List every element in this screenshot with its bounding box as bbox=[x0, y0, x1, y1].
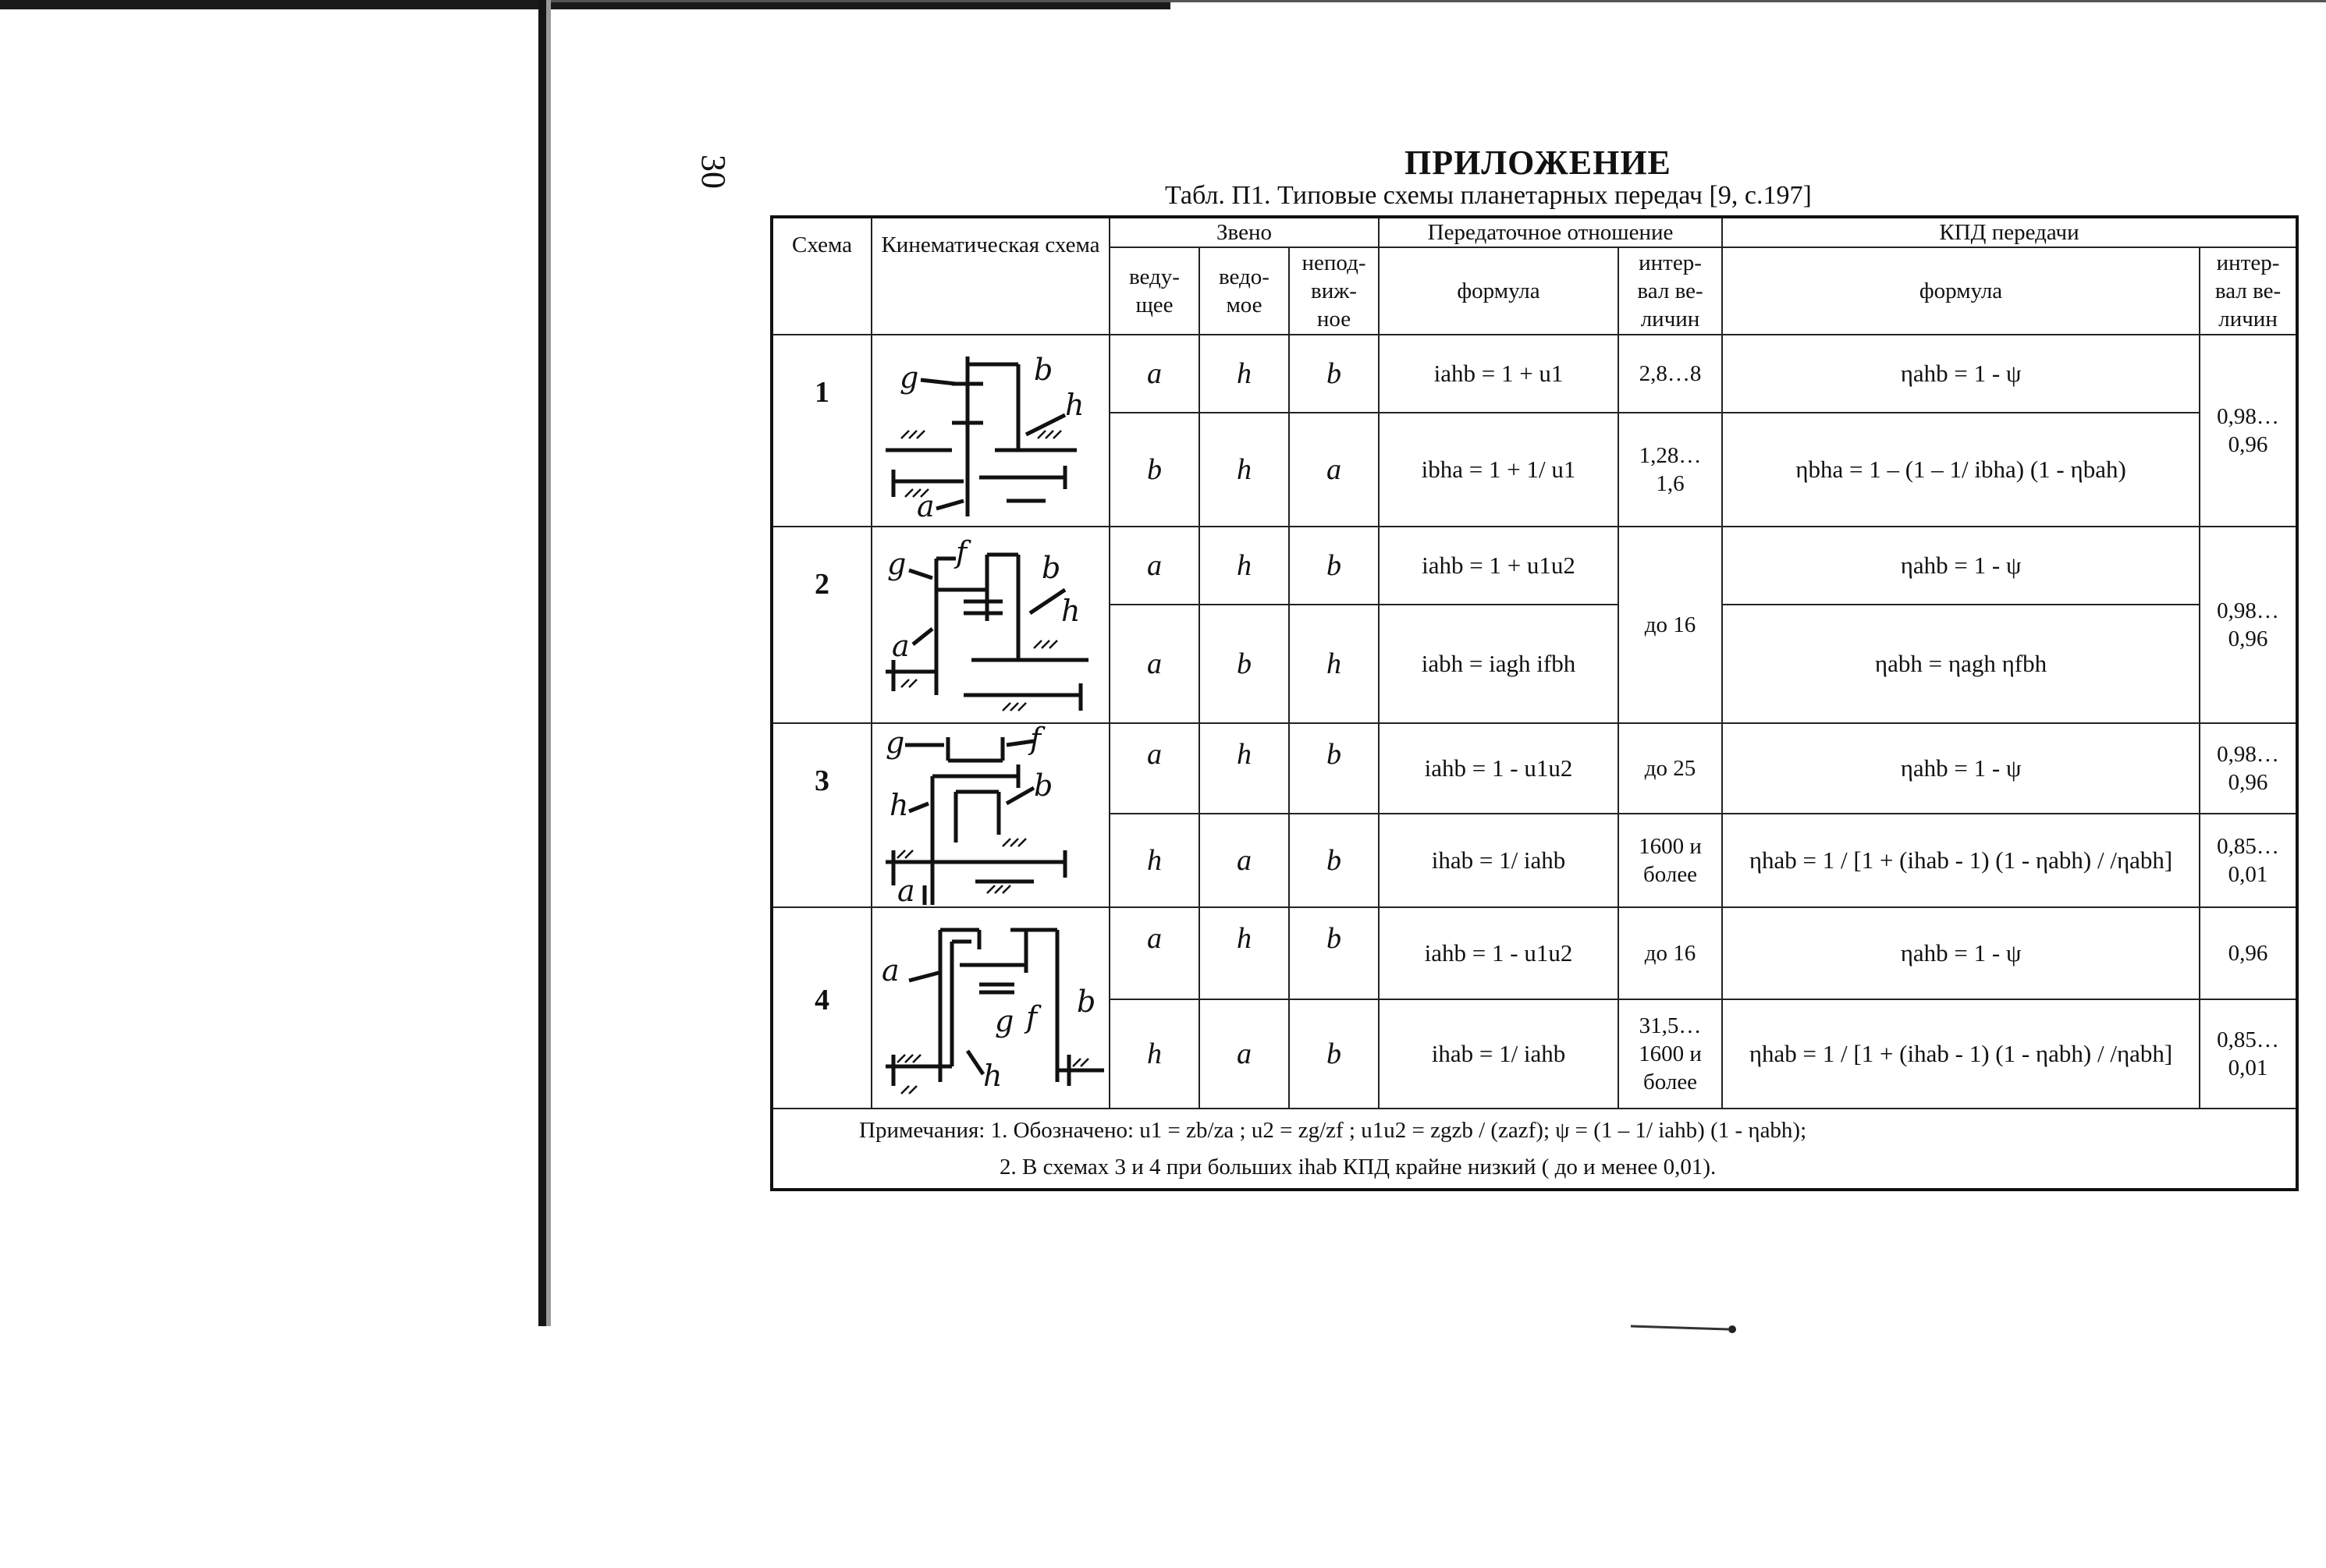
cell-driven: h bbox=[1199, 335, 1289, 413]
header-driven: ведо-мое bbox=[1199, 247, 1289, 335]
cell-fixed: h bbox=[1289, 605, 1379, 723]
kinematic-diagram-3-svg bbox=[878, 725, 1104, 905]
ratio-formula: ihab = 1/ iahb bbox=[1379, 999, 1618, 1109]
ratio-formula: ihab = 1/ iahb bbox=[1379, 814, 1618, 907]
eff-formula: ηbha = 1 – (1 – 1/ ibha) (1 - ηbah) bbox=[1722, 413, 2200, 527]
ratio-formula: iahb = 1 - u1u2 bbox=[1379, 907, 1618, 999]
ratio-formula: ibha = 1 + 1/ u1 bbox=[1379, 413, 1618, 527]
cell-driving: a bbox=[1110, 527, 1199, 605]
kin2-label-f: f bbox=[955, 535, 967, 570]
kin1-label-b: b bbox=[1033, 353, 1053, 388]
cell-driven: h bbox=[1199, 527, 1289, 605]
kinematic-diagram-3 bbox=[872, 723, 1110, 907]
cell-driven: a bbox=[1199, 814, 1289, 907]
kin1-label-a: a bbox=[916, 489, 935, 521]
book-spine bbox=[538, 0, 546, 1326]
cell-fixed: b bbox=[1289, 907, 1379, 999]
eff-formula: ηahb = 1 - ψ bbox=[1722, 335, 2200, 413]
kin2-label-h: h bbox=[1060, 594, 1080, 629]
kin3-label-h: h bbox=[889, 788, 908, 823]
header-eff: КПД передачи bbox=[1722, 217, 2297, 247]
scheme-number: 1 bbox=[772, 335, 872, 527]
scheme-number: 2 bbox=[772, 527, 872, 723]
cell-fixed: b bbox=[1289, 999, 1379, 1109]
ratio-interval: 31,5… 1600 и более bbox=[1618, 999, 1722, 1109]
kin2-label-a: a bbox=[891, 629, 910, 664]
kinematic-diagram-4 bbox=[872, 907, 1110, 1109]
eff-formula: ηahb = 1 - ψ bbox=[1722, 723, 2200, 814]
cell-driving: h bbox=[1110, 999, 1199, 1109]
ratio-interval: 1600 и более bbox=[1618, 814, 1722, 907]
eff-formula: ηhab = 1 / [1 + (ihab - 1) (1 - ηabh) / /ηabh] bbox=[1722, 814, 2200, 907]
ratio-interval: 1,28… 1,6 bbox=[1618, 413, 1722, 527]
kin2-label-b: b bbox=[1041, 551, 1060, 586]
eff-interval: 0,98… 0,96 bbox=[2200, 335, 2297, 527]
kinematic-diagram-2 bbox=[872, 527, 1110, 723]
cell-driving: a bbox=[1110, 907, 1199, 999]
cell-fixed: b bbox=[1289, 335, 1379, 413]
eff-interval: 0,85… 0,01 bbox=[2200, 814, 2297, 907]
kin3-label-b: b bbox=[1033, 768, 1053, 804]
eff-formula: ηabh = ηagh ηfbh bbox=[1722, 605, 2200, 723]
kin1-label-g: g bbox=[899, 360, 918, 396]
cell-driving: a bbox=[1110, 335, 1199, 413]
eff-interval: 0,98… 0,96 bbox=[2200, 527, 2297, 723]
cell-driving: h bbox=[1110, 814, 1199, 907]
cell-driving: a bbox=[1110, 723, 1199, 814]
ratio-formula: iahb = 1 + u1u2 bbox=[1379, 527, 1618, 605]
kin3-label-g: g bbox=[885, 725, 904, 761]
kin4-label-a: a bbox=[881, 953, 900, 988]
eff-formula: ηahb = 1 - ψ bbox=[1722, 527, 2200, 605]
table-caption: Табл. П1. Типовые схемы планетарных передач [9, с.197] bbox=[1165, 181, 1812, 210]
header-eff-formula: формула bbox=[1722, 247, 2200, 335]
kin4-label-b: b bbox=[1076, 984, 1096, 1020]
cell-driving: a bbox=[1110, 605, 1199, 723]
cell-fixed: b bbox=[1289, 527, 1379, 605]
table-notes bbox=[772, 1109, 2297, 1190]
header-driving: веду-щее bbox=[1110, 247, 1199, 335]
book-spine-shadow bbox=[546, 0, 551, 1326]
page-number: 30 bbox=[694, 154, 733, 189]
cell-driving: b bbox=[1110, 413, 1199, 527]
header-link: Звено bbox=[1110, 217, 1379, 247]
kin2-label-g: g bbox=[886, 547, 906, 582]
ratio-interval: 2,8…8 bbox=[1618, 335, 1722, 413]
kin4-label-h: h bbox=[982, 1059, 1002, 1094]
cell-driven: a bbox=[1199, 999, 1289, 1109]
cell-driven: h bbox=[1199, 907, 1289, 999]
page-heading: ПРИЛОЖЕНИЕ bbox=[1404, 144, 1671, 182]
pencil-mark bbox=[1627, 1318, 1744, 1337]
planetary-gears-table bbox=[770, 215, 2299, 1191]
kin3-label-a: a bbox=[897, 874, 915, 906]
header-eff-interval: интер-вал ве-личин bbox=[2200, 247, 2297, 335]
kin4-label-g: g bbox=[994, 1004, 1014, 1039]
ratio-formula: iahb = 1 + u1 bbox=[1379, 335, 1618, 413]
header-ratio-interval: интер-вал ве-личин bbox=[1618, 247, 1722, 335]
cell-fixed: b bbox=[1289, 723, 1379, 814]
ratio-interval: до 25 bbox=[1618, 723, 1722, 814]
note-line-1: Примечания: 1. Обозначено: u1 = zb/za ; u2 = zg/zf ; u1u2 = zgzb / (zazf); ψ = (1 – 1/ iahb) (1 - ηabh); bbox=[859, 1118, 1807, 1144]
ratio-formula: iahb = 1 - u1u2 bbox=[1379, 723, 1618, 814]
cell-fixed: b bbox=[1289, 814, 1379, 907]
kinematic-diagram-2-svg bbox=[878, 535, 1104, 715]
eff-interval: 0,96 bbox=[2200, 907, 2297, 999]
eff-formula: ηhab = 1 / [1 + (ihab - 1) (1 - ηabh) / /ηabh] bbox=[1722, 999, 2200, 1109]
kin3-label-f: f bbox=[1029, 725, 1041, 757]
header-ratio: Передаточное отношение bbox=[1379, 217, 1722, 247]
scheme-number: 4 bbox=[772, 907, 872, 1109]
ratio-interval: до 16 bbox=[1618, 907, 1722, 999]
eff-formula: ηahb = 1 - ψ bbox=[1722, 907, 2200, 999]
cell-driven: b bbox=[1199, 605, 1289, 723]
scheme-number: 3 bbox=[772, 723, 872, 907]
header-kinematic: Кинематическая схема bbox=[872, 217, 1110, 335]
cell-driven: h bbox=[1199, 723, 1289, 814]
header-scheme: Схема bbox=[772, 217, 872, 335]
cell-fixed: a bbox=[1289, 413, 1379, 527]
kin4-label-f: f bbox=[1025, 1000, 1037, 1035]
kinematic-diagram-1-svg bbox=[878, 341, 1104, 520]
kinematic-diagram-1 bbox=[872, 335, 1110, 527]
note-line-2: 2. В схемах 3 и 4 при больших ihab КПД крайне низкий ( до и менее 0,01). bbox=[1000, 1154, 1717, 1180]
eff-interval: 0,98… 0,96 bbox=[2200, 723, 2297, 814]
eff-interval: 0,85… 0,01 bbox=[2200, 999, 2297, 1109]
cell-driven: h bbox=[1199, 413, 1289, 527]
header-ratio-formula: формула bbox=[1379, 247, 1618, 335]
ratio-interval: до 16 bbox=[1618, 527, 1722, 723]
scan-edge-top-thin bbox=[546, 0, 2326, 2]
kinematic-diagram-4-svg bbox=[878, 918, 1104, 1098]
header-fixed: непод-виж-ное bbox=[1289, 247, 1379, 335]
ratio-formula: iabh = iagh ifbh bbox=[1379, 605, 1618, 723]
kin1-label-h: h bbox=[1064, 388, 1084, 423]
